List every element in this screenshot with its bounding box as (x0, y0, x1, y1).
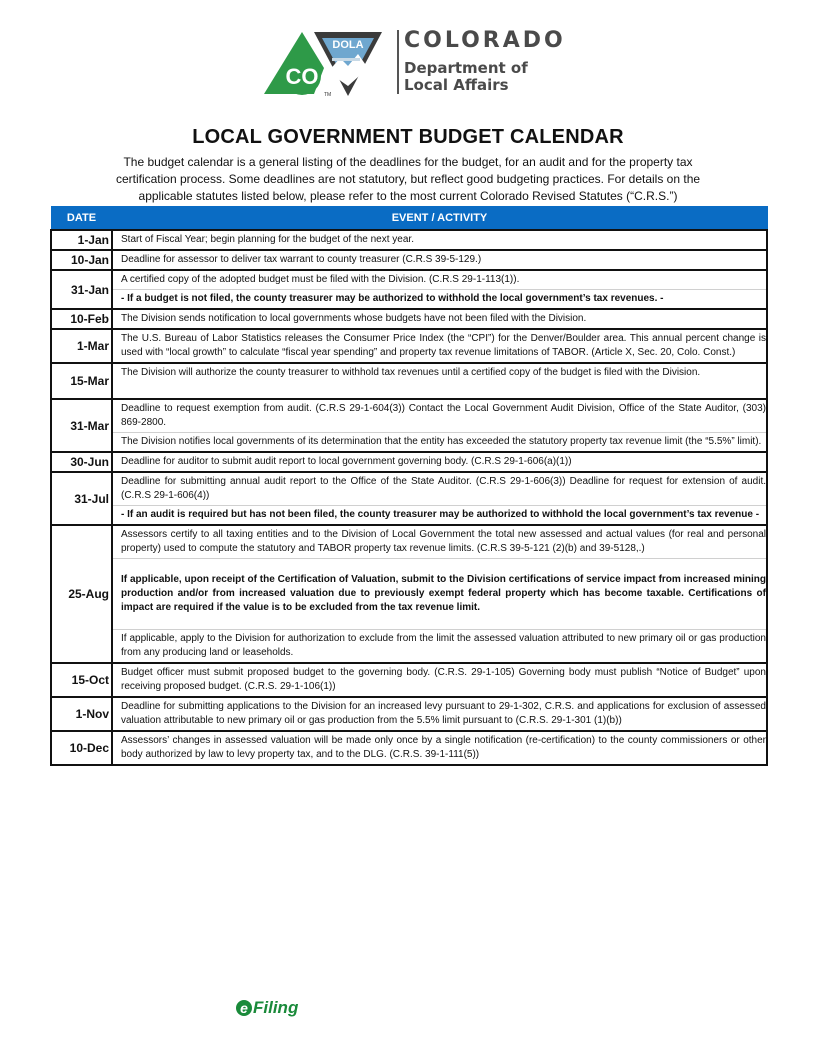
row-date: 1-Jan (51, 230, 112, 250)
dola-logo (262, 26, 582, 100)
table-row (51, 506, 767, 526)
row-date: 10-Feb (51, 309, 112, 329)
table-row (51, 472, 767, 506)
row-event-warning: - If a budget is not filed, the county treasurer may be authorized to withhold the local government’s tax revenues. - (112, 290, 767, 310)
logo-initials: CO (285, 64, 319, 89)
table-row (51, 630, 767, 664)
row-event-warning: - If an audit is required but has not been filed, the county treasurer may be authorized to withhold the local government’s tax revenue - (112, 506, 767, 526)
row-event: Deadline to request exemption from audit. (C.R.S 29-1-604(3)) Contact the Local Government Audit Division, Office of the State Auditor, (303) 869-2800. (112, 399, 767, 433)
row-event: A certified copy of the adopted budget must be filed with the Division. (C.R.S 29-1-113(1)). (112, 270, 767, 290)
row-event: Start of Fiscal Year; begin planning for the budget of the next year. (112, 230, 767, 250)
brand-subtitle (404, 60, 528, 94)
table-row (51, 433, 767, 453)
row-event: The Division notifies local governments of its determination that the entity has exceeded the statutory property tax revenue limit (the “5.5%” limit). (112, 433, 767, 453)
table-row (51, 697, 767, 731)
row-event: Deadline for auditor to submit audit report to local government governing body. (C.R.S 29-1-606(a)(1)) (112, 452, 767, 472)
row-event: Deadline for submitting annual audit report to the Office of the State Auditor. (C.R.S 29-1-606(3)) Deadline for request for extension of audit. (C.R.S 29-1-606(4)) (112, 472, 767, 506)
page-title: LOCAL GOVERNMENT BUDGET CALENDAR (192, 126, 624, 148)
row-event: If applicable, apply to the Division for authorization to exclude from the limit the assessed valuation attributed to new primary oil or gas production from any producing land or leaseholds. (112, 630, 767, 664)
row-event: Assessors’ changes in assessed valuation will be made only once by a single notification (re-certification) to the county commissioners or other body authorized by law to levy property tax, and to the DLG. (C.R.S. 39-1-111(5)) (112, 731, 767, 765)
row-date: 31-Mar (51, 399, 112, 452)
date-column-header: DATE (51, 207, 112, 231)
row-date: 1-Nov (51, 697, 112, 731)
row-date: 10-Jan (51, 250, 112, 270)
table-header-row (51, 207, 767, 231)
efiling-e-icon: e (236, 1000, 252, 1016)
table-row (51, 290, 767, 310)
row-date: 25-Aug (51, 525, 112, 663)
table-row (51, 525, 767, 559)
logo-tm: TM (324, 92, 332, 98)
row-date: 15-Oct (51, 663, 112, 697)
dola-mountain-logo (262, 28, 384, 98)
row-event: Budget officer must submit proposed budget to the governing body. (C.R.S. 29-1-105) Governing body must publish “Notice of Budget” upon receiving proposed budget. (C.R.S. 29-1-106(1)) (112, 663, 767, 697)
table-row (51, 663, 767, 697)
brand-sub-line1: Department of (404, 59, 528, 77)
row-date: 1-Mar (51, 329, 112, 363)
row-date: 15-Mar (51, 363, 112, 399)
event-column-header: EVENT / ACTIVITY (112, 207, 767, 231)
row-date: 10-Dec (51, 731, 112, 765)
row-date: 30-Jun (51, 452, 112, 472)
table-row (51, 399, 767, 433)
table-row (51, 230, 767, 250)
brand-name: COLORADO (404, 28, 566, 53)
logo-badge-text: DOLA (332, 39, 364, 51)
table-row (51, 731, 767, 765)
row-event: The Division sends notification to local governments whose budgets have not been filed with the Division. (112, 309, 767, 329)
table-row (51, 329, 767, 363)
row-date: 31-Jul (51, 472, 112, 525)
intro-paragraph: The budget calendar is a general listing of the deadlines for the budget, for an audit and for the property tax certification process. Some deadlines are not statutory, but reflect good budgeting practices. For details on the applicable statutes listed below, please refer to the most current Colorado Revised Statutes (“C.R.S.”) (115, 155, 701, 203)
efiling-logo (236, 998, 298, 1018)
table-row (51, 250, 767, 270)
table-row (51, 363, 767, 399)
brand-sub-line2: Local Affairs (404, 76, 509, 94)
row-event: The U.S. Bureau of Labor Statistics releases the Consumer Price Index (the “CPI”) for the Denver/Boulder area. This annual percent change is used with “local growth” to calculate “fiscal year spending” and property tax revenue limitations of TABOR. (Article X, Sec. 20, Colo. Const.) (112, 329, 767, 363)
row-event-important: If applicable, upon receipt of the Certification of Valuation, submit to the Division certifications of service impact from increased mining production and/or from increased valuation due to previously exempt federal property which has become taxable. Certifications of impact are required if the value is to be excluded from the tax revenue limit. (112, 559, 767, 630)
logo-divider (397, 30, 399, 94)
table-row (51, 270, 767, 290)
row-event: Assessors certify to all taxing entities and to the Division of Local Government the total new assessed and actual values (for real and personal property) used to compute the statutory and TABOR property tax revenue limits. (C.R.S 39-5-121 (2)(b) and 39-5128,.) (112, 525, 767, 559)
efiling-text: Filing (253, 998, 299, 1017)
budget-calendar-table (50, 206, 768, 766)
row-date: 31-Jan (51, 270, 112, 309)
row-event: The Division will authorize the county treasurer to withhold tax revenues until a certified copy of the budget is filed with the Division. (112, 363, 767, 399)
table-row (51, 309, 767, 329)
table-row (51, 452, 767, 472)
row-event: Deadline for assessor to deliver tax warrant to county treasurer (C.R.S 39-5-129.) (112, 250, 767, 270)
row-event: Deadline for submitting applications to the Division for an increased levy pursuant to 29-1-302, C.R.S. and applications for exclusion of assessed valuation attributable to new primary oil or gas production from the 5.5% limit pursuant to (C.R.S. 29-1-301 (1)(b)) (112, 697, 767, 731)
table-row (51, 559, 767, 630)
